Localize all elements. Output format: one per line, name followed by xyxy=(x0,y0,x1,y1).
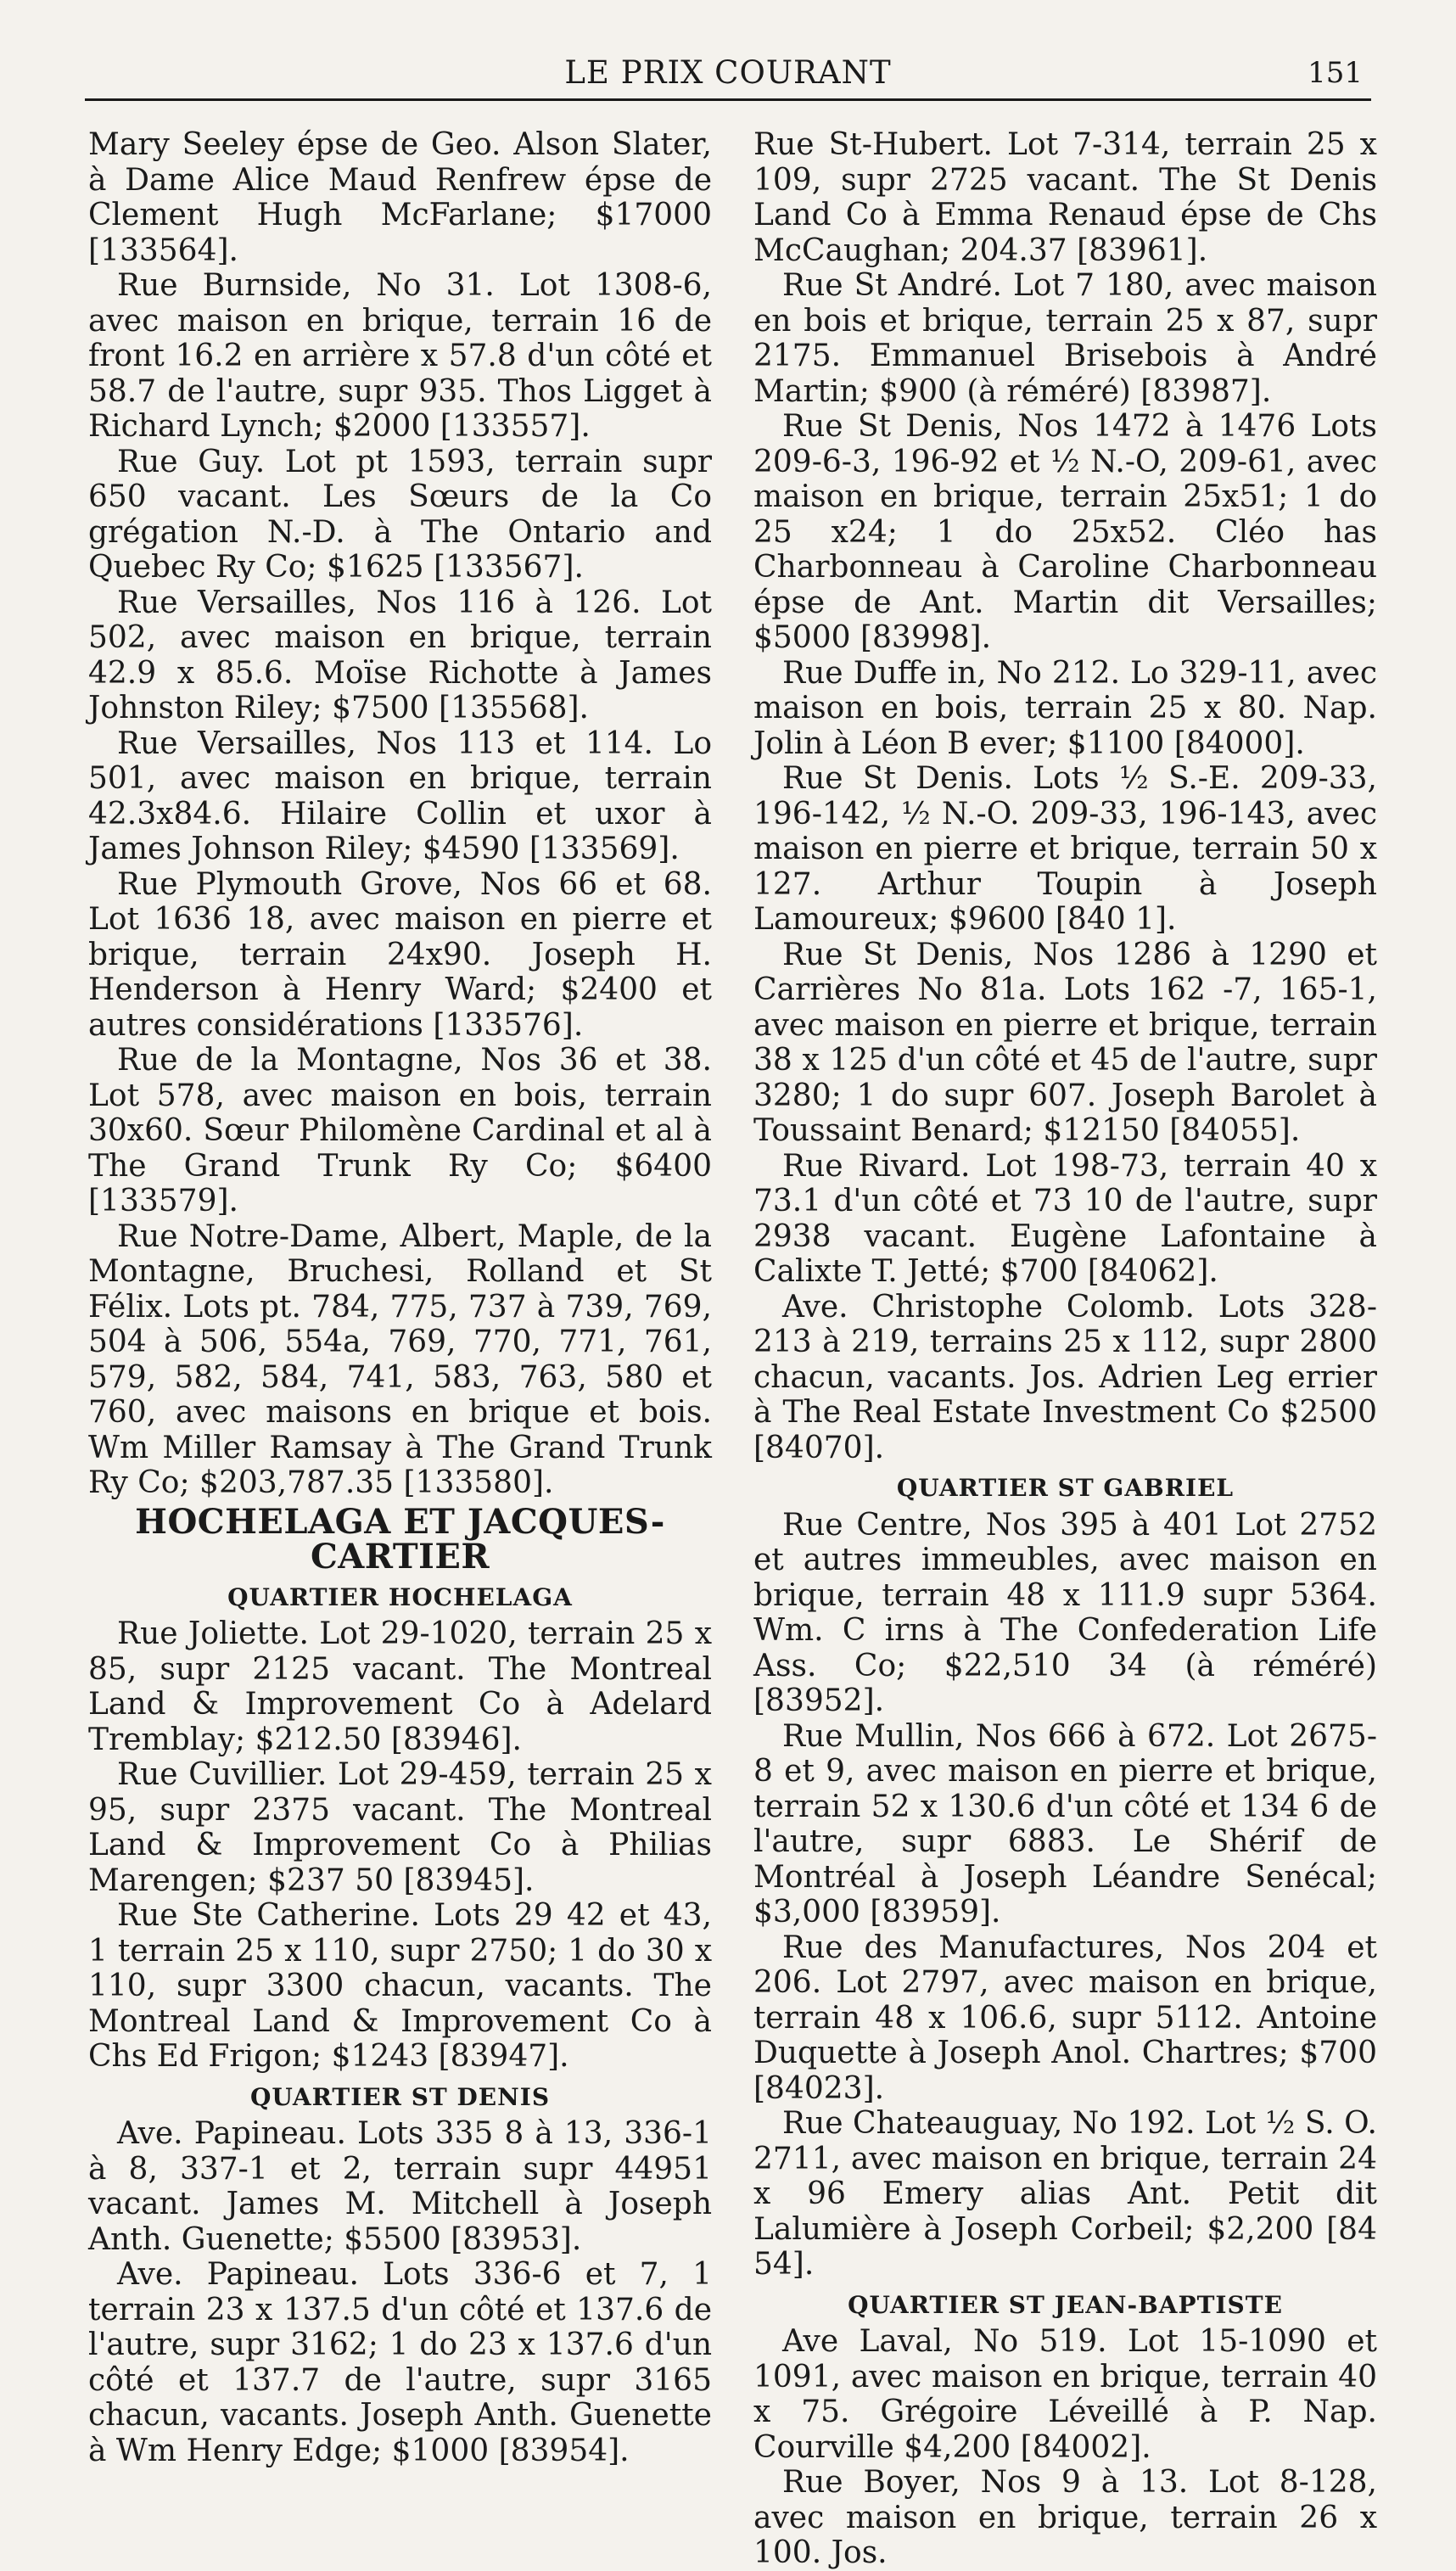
listing-entry: Rue Duffe in, No 212. Lo 329-11, avec maison en bois, terrain 25 x 80. Nap. Jolin à Léon B ever; $1100 [84000]. xyxy=(753,655,1377,761)
right-column xyxy=(753,127,1377,2571)
publication-title: LE PRIX COURANT xyxy=(564,54,892,91)
listing-entry: Ave. Papineau. Lots 335 8 à 13, 336-1 à 8, 337-1 et 2, terrain supr 44951 vacant. James M. Mitchell à Joseph Anth. Guenette; $5500 [83953]. xyxy=(88,2116,712,2257)
listing-entry: Rue Mullin, Nos 666 à 672. Lot 2675-8 et 9, avec maison en pierre et brique, terrain 52 x 130.6 d'un côté et 134 6 de l'autre, supr 6883. Le Shérif de Montréal à Joseph Léandre Senécal; $3,000 [83959]. xyxy=(753,1718,1377,1930)
listing-entry: Rue Plymouth Grove, Nos 66 et 68. Lot 1636 18, avec maison en pierre et brique, terrain 24x90. Joseph H. Henderson à Henry Ward; $2400 et autres considérations [133576]. xyxy=(88,866,712,1043)
listing-entry: Rue Guy. Lot pt 1593, terrain supr 650 vacant. Les Sœurs de la Co grégation N.-D. à The Ontario and Quebec Ry Co; $1625 [133567]. xyxy=(88,444,712,585)
listing-entry: Rue Notre-Dame, Albert, Maple, de la Montagne, Bruchesi, Rolland et St Félix. Lots pt. 784, 775, 737 à 739, 769, 504 à 506, 554a, 769, 770, 771, 761, 579, 582, 584, 741, 583, 763, 580 et 760, avec maisons en brique et bois. Wm Miller Ramsay à The Grand Trunk Ry Co; $203,787.35 [133580]. xyxy=(88,1218,712,1500)
listing-entry: Rue Chateauguay, No 192. Lot ½ S. O. 2711, avec maison en brique, terrain 24 x 96 Emery alias Ant. Petit dit Lalumière à Joseph Corbeil; $2,200 [84 54]. xyxy=(753,2106,1377,2282)
district-heading: QUARTIER ST GABRIEL xyxy=(896,1474,1235,1502)
listing-entry: Rue St Denis, Nos 1286 à 1290 et Carrières No 81a. Lots 162 -7, 165-1, avec maison en pierre et brique, terrain 38 x 125 d'un côté et 45 de l'autre, supr 3280; 1 do supr 607. Joseph Barolet à Toussaint Benard; $12150 [84055]. xyxy=(753,937,1377,1148)
listing-entry: Ave Laval, No 519. Lot 15-1090 et 1091, avec maison en brique, terrain 40 x 75. Grégoire Léveillé à P. Nap. Courville $4,200 [84002]. xyxy=(753,2324,1377,2465)
listing-entry: Rue Ste Catherine. Lots 29 42 et 43, 1 terrain 25 x 110, supr 2750; 1 do 30 x 110, supr 3300 chacun, vacants. The Montreal Land & Improvement Co à Chs Ed Frigon; $1243 [83947]. xyxy=(88,1898,712,2074)
listing-entry: Rue Cuvillier. Lot 29-459, terrain 25 x 95, supr 2375 vacant. The Montreal Land & Improvement Co à Philias Marengen; $237 50 [83945]. xyxy=(88,1757,712,1898)
section-heading: HOCHELAGA ET JACQUES-CARTIER xyxy=(135,1501,665,1577)
listing-entry: Rue St-Hubert. Lot 7-314, terrain 25 x 109, supr 2725 vacant. The St Denis Land Co à Emma Renaud épse de Chs McCaughan; 204.37 [83961]. xyxy=(753,127,1377,268)
listing-entry: Ave. Christophe Colomb. Lots 328-213 à 219, terrains 25 x 112, supr 2800 chacun, vacants. Jos. Adrien Leg errier à The Real Estate Investment Co $2500 [84070]. xyxy=(753,1289,1377,1465)
district-heading: QUARTIER ST DENIS xyxy=(249,2082,551,2111)
listing-entry: Rue Boyer, Nos 9 à 13. Lot 8-128, avec maison en brique, terrain 26 x 100. Jos. xyxy=(753,2465,1377,2570)
district-heading: QUARTIER HOCHELAGA xyxy=(227,1582,573,1611)
page-header xyxy=(85,48,1371,101)
listing-entry: Rue des Manufactures, Nos 204 et 206. Lot 2797, avec maison en brique, terrain 48 x 106.6, supr 5112. Antoine Duquette à Joseph Anol. Chartres; $700 [84023]. xyxy=(753,1930,1377,2106)
listing-entry: Rue St André. Lot 7 180, avec maison en bois et brique, terrain 25 x 87, supr 2175. Emmanuel Brisebois à André Martin; $900 (à réméré) [83987]. xyxy=(753,268,1377,409)
listing-entry: Rue Burnside, No 31. Lot 1308-6, avec maison en brique, terrain 16 de front 16.2 en arrière x 57.8 d'un côté et 58.7 de l'autre, supr 935. Thos Ligget à Richard Lynch; $2000 [133557]. xyxy=(88,268,712,444)
listing-entry: Rue Rivard. Lot 198-73, terrain 40 x 73.1 d'un côté et 73 10 de l'autre, supr 2938 vacant. Eugène Lafontaine à Calixte T. Jetté; $700 [84062]. xyxy=(753,1148,1377,1289)
listing-entry: Mary Seeley épse de Geo. Alson Slater, à Dame Alice Maud Renfrew épse de Clement Hugh McFarlane; $17000 [133564]. xyxy=(88,127,712,268)
listing-entry: Rue St Denis. Lots ½ S.-E. 209-33, 196-142, ½ N.-O. 209-33, 196-143, avec maison en pierre et brique, terrain 50 x 127. Arthur Toupin à Joseph Lamoureux; $9600 [840 1]. xyxy=(753,761,1377,937)
listing-entry: Rue Joliette. Lot 29-1020, terrain 25 x 85, supr 2125 vacant. The Montreal Land & Improvement Co à Adelard Tremblay; $212.50 [83946]. xyxy=(88,1616,712,1757)
listing-entry: Rue de la Montagne, Nos 36 et 38. Lot 578, avec maison en bois, terrain 30x60. Sœur Philomène Cardinal et al à The Grand Trunk Ry Co; $6400 [133579]. xyxy=(88,1043,712,1218)
district-heading: QUARTIER ST JEAN-BAPTISTE xyxy=(848,2290,1283,2319)
listing-entry: Ave. Papineau. Lots 336-6 et 7, 1 terrain 23 x 137.5 d'un côté et 137.6 de l'autre, supr 3162; 1 do 23 x 137.6 d'un côté et 137.7 de l'autre, supr 3165 chacun, vacants. Joseph Anth. Guenette à Wm Henry Edge; $1000 [83954]. xyxy=(88,2257,712,2468)
page-number: 151 xyxy=(1308,56,1363,90)
listing-entry: Rue St Denis, Nos 1472 à 1476 Lots 209-6-3, 196-92 et ½ N.-O, 209-61, avec maison en brique, terrain 25x51; 1 do 25 x24; 1 do 25x52. Cléo has Charbonneau à Caroline Charbonneau épse de Ant. Martin dit Versailles; $5000 [83998]. xyxy=(753,409,1377,655)
listing-entry: Rue Centre, Nos 395 à 401 Lot 2752 et autres immeubles, avec maison en brique, terrain 48 x 111.9 supr 5364. Wm. C irns à The Confederation Life Ass. Co; $22,510 34 (à réméré) [83952]. xyxy=(753,1507,1377,1718)
listing-entry: Rue Versailles, Nos 113 et 114. Lo 501, avec maison en brique, terrain 42.3x84.6. Hilaire Collin et uxor à James Johnson Riley; $4590 [133569]. xyxy=(88,725,712,866)
left-column xyxy=(88,127,712,2468)
listing-entry: Rue Versailles, Nos 116 à 126. Lot 502, avec maison en brique, terrain 42.9 x 85.6. Moïse Richotte à James Johnston Riley; $7500 [135568]. xyxy=(88,585,712,725)
